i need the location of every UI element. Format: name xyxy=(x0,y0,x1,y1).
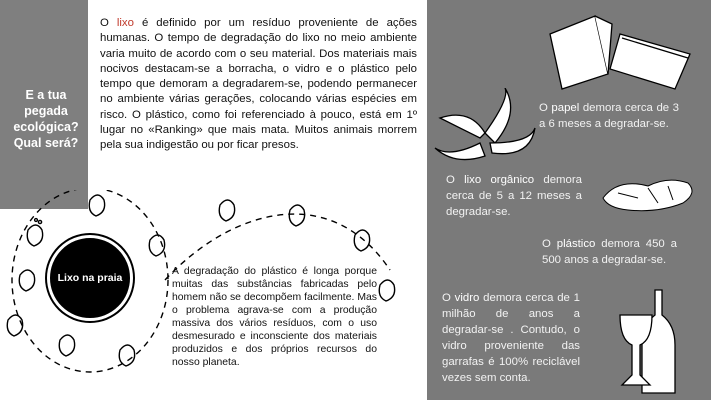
footprint-icon xyxy=(219,200,234,221)
organic-label: lixo orgânico xyxy=(464,174,535,186)
paper-label: papel xyxy=(551,102,580,114)
intro-prefix: O xyxy=(100,17,117,29)
intro-paragraph xyxy=(100,16,417,154)
organic-fact xyxy=(446,172,582,220)
footprint-icon xyxy=(59,335,74,356)
intro-keyword: lixo xyxy=(116,17,134,29)
footprint-icon xyxy=(289,205,304,226)
ecological-footprint-question: E a tua pegada ecológica? Qual será? xyxy=(13,88,79,150)
footprint-icon xyxy=(354,230,369,251)
paper-prefix: O xyxy=(539,102,552,114)
paper-bag-illustration xyxy=(540,4,710,99)
organic-prefix: O xyxy=(446,174,465,186)
beach-litter-badge: Lixo na praia xyxy=(47,235,133,321)
crumpled-plastic-illustration xyxy=(598,168,708,218)
paper-fact xyxy=(539,100,679,132)
glass-fact xyxy=(442,290,580,386)
plastic-text: demora 450 a 500 anos a degradar-se. xyxy=(542,238,677,266)
footprint-icon xyxy=(379,280,394,301)
footprint-icon xyxy=(27,219,42,246)
plastic-degradation-paragraph: A degradação do plástico é longa porque muitas das substâncias fabricadas pelo homem não se decompõem facilmente. Mas o problema agrava-se com a produção massiva dos vários resíduos, com o uso desmesurado e inconsciente dos materiais produzidos e dos próprios recursos do nosso planeta. xyxy=(172,266,377,368)
organic-text: demora cerca de 5 a 12 meses a degradar-se. xyxy=(446,174,582,218)
plastic-fact xyxy=(542,236,677,268)
footprint-icon xyxy=(7,315,22,336)
plastic-label: plástico xyxy=(556,238,596,250)
footprint-icon xyxy=(119,345,134,366)
plastic-prefix: O xyxy=(542,238,557,250)
paper-text: demora cerca de 3 a 6 meses a degradar-se. xyxy=(539,102,679,130)
footprint-icon xyxy=(89,195,104,216)
glass-text: demora cerca de 1 milhão de anos a degradar-se . Contudo, o vidro proveniente das garrafas é 100% reciclável vezes sem conta. xyxy=(442,292,580,384)
glass-prefix: O xyxy=(442,292,455,304)
glass-bottles-illustration xyxy=(610,285,690,395)
intro-body: é definido por um resíduo proveniente de ações humanas. O tempo de degradação do lixo no meio ambiente varia muito de acordo com o seu material. Dos materiais mais nocivos destacam-se a borracha, o vidro e o plástico pelo tempo que demoram a degradarem-se, podendo permanecer no ambiente várias gerações, colocando várias espécies em risco. O plástico, como foi referenciado à pouco, está em 1º lugar no «Ranking» que mais mata. Muitos animais morrem pela sua indigestão ou por ficar presos. xyxy=(100,17,417,152)
footprint-icon xyxy=(19,270,34,291)
banana-peel-illustration xyxy=(430,88,540,168)
glass-label: vidro xyxy=(454,292,480,304)
